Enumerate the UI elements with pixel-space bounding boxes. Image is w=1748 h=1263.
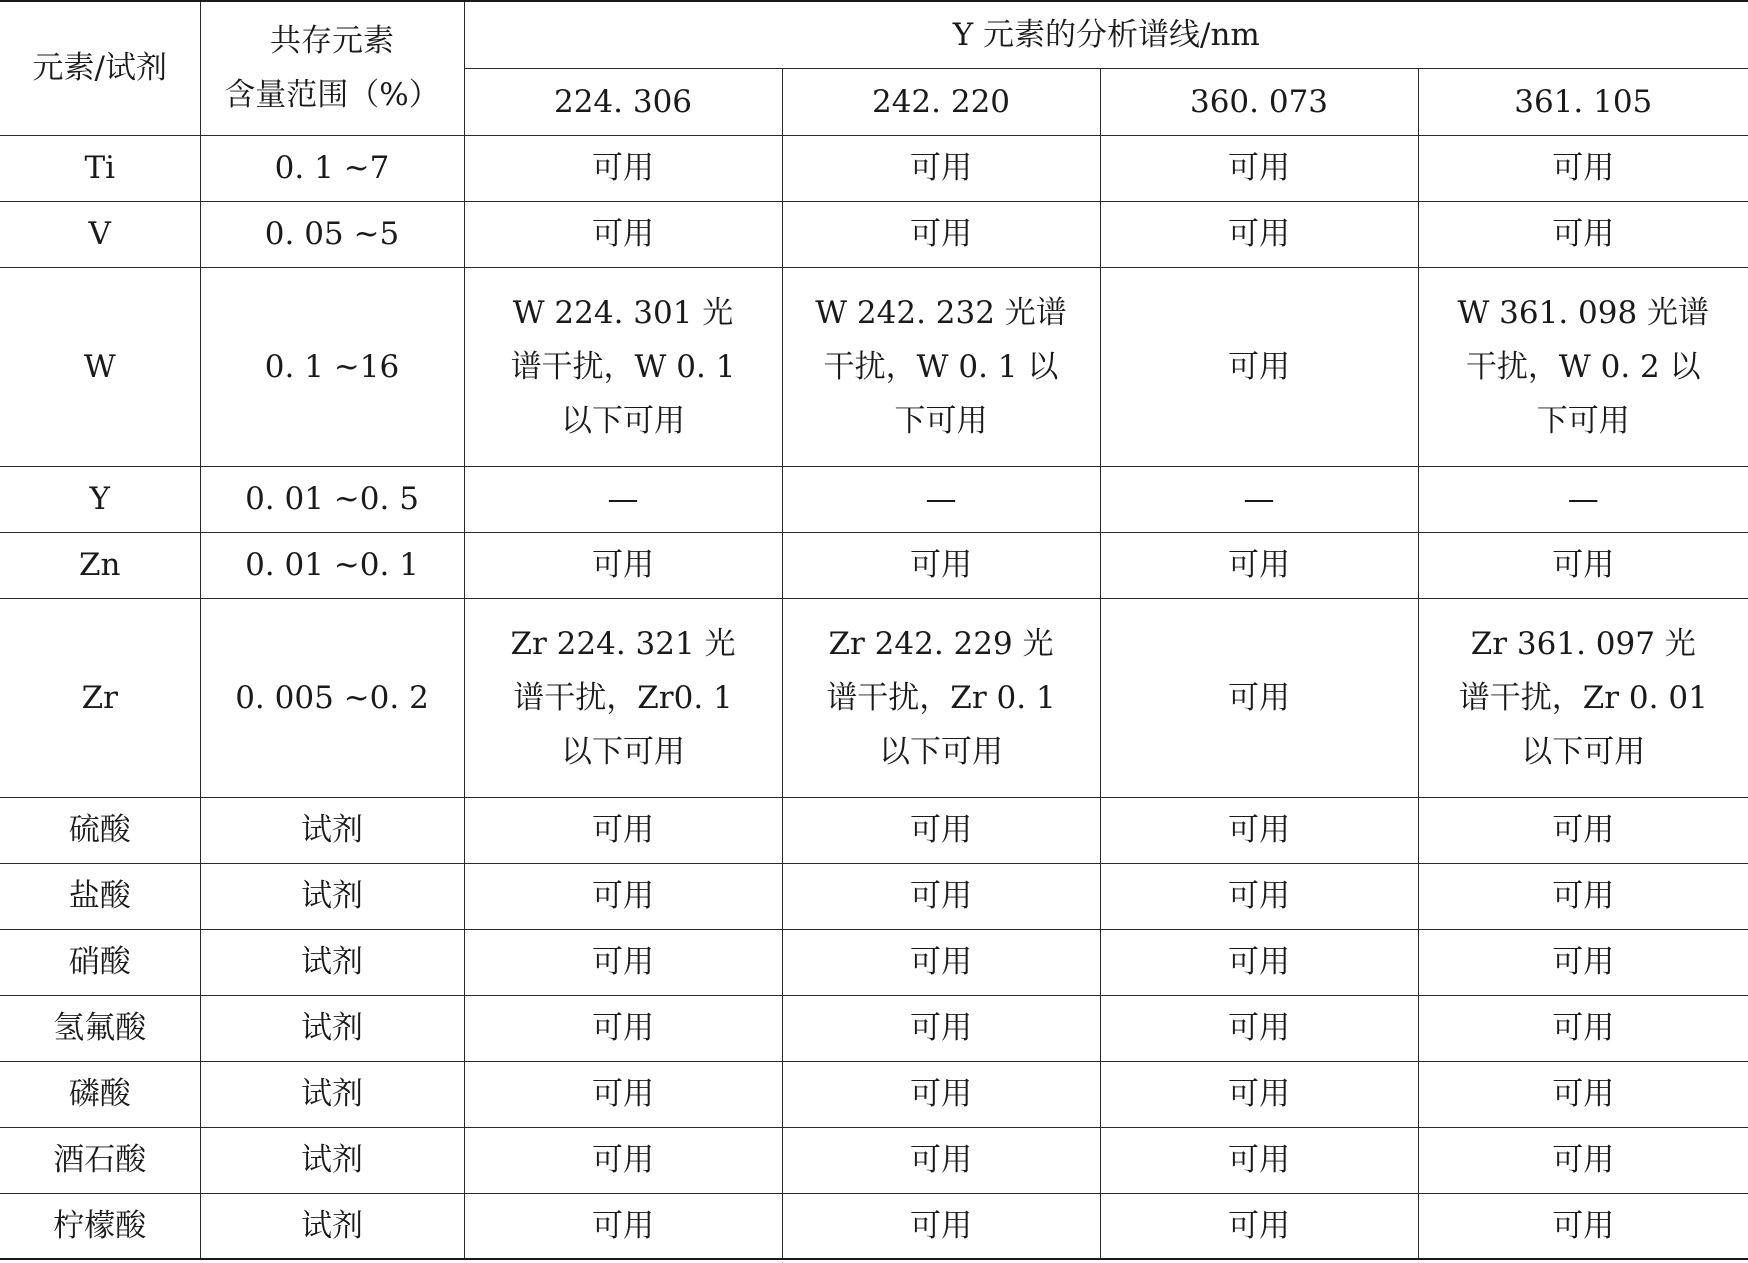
element-cell: Zr — [0, 598, 200, 797]
result-cell: 可用 — [1418, 201, 1748, 267]
result-cell: 可用 — [1100, 1193, 1418, 1259]
range-cell: 试剂 — [200, 1193, 464, 1259]
header-row-1 — [0, 1, 1748, 68]
result-cell: 可用 — [464, 532, 782, 598]
result-cell: 可用 — [1100, 863, 1418, 929]
result-cell: 可用 — [782, 1193, 1100, 1259]
range-cell: 试剂 — [200, 797, 464, 863]
result-cell: 可用 — [1100, 201, 1418, 267]
element-cell: W — [0, 267, 200, 466]
table-row — [0, 1061, 1748, 1127]
result-cell: 可用 — [464, 1127, 782, 1193]
result-cell: W 242. 232 光谱干扰，W 0. 1 以下可用 — [782, 267, 1100, 466]
result-cell: 可用 — [1418, 532, 1748, 598]
range-cell: 0. 1 ~7 — [200, 135, 464, 201]
result-cell: W 361. 098 光谱干扰，W 0. 2 以下可用 — [1418, 267, 1748, 466]
result-cell: Zr 361. 097 光谱干扰，Zr 0. 01 以下可用 — [1418, 598, 1748, 797]
result-cell: 可用 — [1418, 1127, 1748, 1193]
result-cell: Zr 224. 321 光谱干扰，Zr0. 1 以下可用 — [464, 598, 782, 797]
result-cell: — — [1100, 466, 1418, 532]
range-cell: 0. 01 ~0. 1 — [200, 532, 464, 598]
result-cell: 可用 — [464, 995, 782, 1061]
range-cell: 试剂 — [200, 929, 464, 995]
result-cell: 可用 — [782, 1127, 1100, 1193]
result-cell: 可用 — [1418, 995, 1748, 1061]
table-row — [0, 135, 1748, 201]
table-row — [0, 598, 1748, 797]
element-cell: Ti — [0, 135, 200, 201]
result-cell: 可用 — [464, 135, 782, 201]
range-cell: 0. 05 ~5 — [200, 201, 464, 267]
range-cell: 0. 005 ~0. 2 — [200, 598, 464, 797]
range-cell: 试剂 — [200, 1127, 464, 1193]
element-cell: V — [0, 201, 200, 267]
result-cell: — — [782, 466, 1100, 532]
header-wavelength: 361. 105 — [1418, 68, 1748, 135]
table-row — [0, 466, 1748, 532]
header-range-line1: 共存元素 — [270, 23, 394, 60]
result-cell: 可用 — [1100, 532, 1418, 598]
result-cell: 可用 — [1418, 863, 1748, 929]
table-row — [0, 1127, 1748, 1193]
result-cell: 可用 — [464, 863, 782, 929]
result-cell: 可用 — [782, 201, 1100, 267]
header-wavelength: 360. 073 — [1100, 68, 1418, 135]
header-element-reagent: 元素/试剂 — [0, 1, 200, 135]
table-row — [0, 797, 1748, 863]
result-cell: — — [1418, 466, 1748, 532]
table-row — [0, 1193, 1748, 1259]
element-cell: Y — [0, 466, 200, 532]
range-cell: 试剂 — [200, 1061, 464, 1127]
range-cell: 0. 01 ~0. 5 — [200, 466, 464, 532]
table-row — [0, 201, 1748, 267]
element-cell: 磷酸 — [0, 1061, 200, 1127]
result-cell: 可用 — [464, 797, 782, 863]
table-row — [0, 532, 1748, 598]
result-cell: 可用 — [782, 995, 1100, 1061]
result-cell: 可用 — [1100, 1061, 1418, 1127]
table-row — [0, 863, 1748, 929]
result-cell: 可用 — [1100, 929, 1418, 995]
result-cell: 可用 — [782, 1061, 1100, 1127]
element-cell: 氢氟酸 — [0, 995, 200, 1061]
result-cell: 可用 — [782, 863, 1100, 929]
range-cell: 试剂 — [200, 995, 464, 1061]
header-wavelength: 224. 306 — [464, 68, 782, 135]
result-cell: Zr 242. 229 光谱干扰，Zr 0. 1 以下可用 — [782, 598, 1100, 797]
result-cell: 可用 — [1100, 598, 1418, 797]
header-wavelength: 242. 220 — [782, 68, 1100, 135]
element-cell: Zn — [0, 532, 200, 598]
element-cell: 柠檬酸 — [0, 1193, 200, 1259]
header-range-line2: 含量范围（%） — [224, 77, 440, 114]
result-cell: 可用 — [1418, 797, 1748, 863]
element-cell: 硫酸 — [0, 797, 200, 863]
result-cell: — — [464, 466, 782, 532]
result-cell: 可用 — [1100, 797, 1418, 863]
header-content-range — [200, 1, 464, 135]
result-cell: 可用 — [464, 1061, 782, 1127]
element-cell: 酒石酸 — [0, 1127, 200, 1193]
table-row — [0, 929, 1748, 995]
result-cell: 可用 — [464, 929, 782, 995]
result-cell: 可用 — [1418, 1061, 1748, 1127]
element-cell: 硝酸 — [0, 929, 200, 995]
result-cell: 可用 — [1418, 1193, 1748, 1259]
result-cell: W 224. 301 光谱干扰，W 0. 1 以下可用 — [464, 267, 782, 466]
result-cell: 可用 — [782, 797, 1100, 863]
result-cell: 可用 — [1418, 135, 1748, 201]
result-cell: 可用 — [1100, 135, 1418, 201]
element-cell: 盐酸 — [0, 863, 200, 929]
result-cell: 可用 — [1418, 929, 1748, 995]
result-cell: 可用 — [782, 135, 1100, 201]
result-cell: 可用 — [464, 201, 782, 267]
result-cell: 可用 — [464, 1193, 782, 1259]
table-row — [0, 995, 1748, 1061]
result-cell: 可用 — [1100, 267, 1418, 466]
table-row — [0, 267, 1748, 466]
header-spectral-lines: Y 元素的分析谱线/nm — [464, 1, 1748, 68]
result-cell: 可用 — [782, 532, 1100, 598]
result-cell: 可用 — [782, 929, 1100, 995]
range-cell: 0. 1 ~16 — [200, 267, 464, 466]
result-cell: 可用 — [1100, 1127, 1418, 1193]
range-cell: 试剂 — [200, 863, 464, 929]
result-cell: 可用 — [1100, 995, 1418, 1061]
